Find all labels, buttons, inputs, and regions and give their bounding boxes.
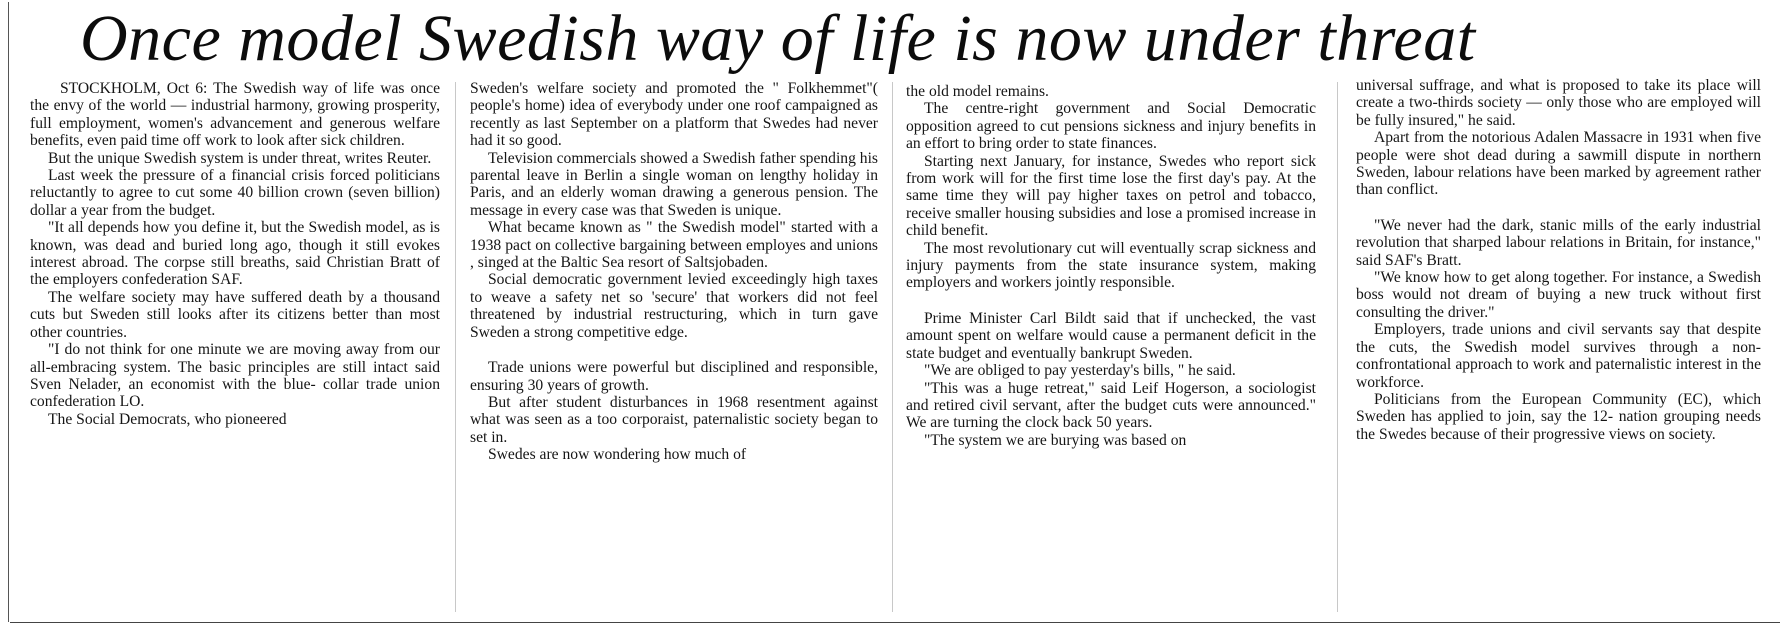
article-column-2 [470, 80, 878, 608]
article-paragraph: "We are obliged to pay yesterday's bills, " he said. [924, 362, 1236, 380]
column-divider [455, 82, 456, 612]
article-paragraph: Starting next January, for instance, Swedes who report sick from work will for the first time lose the first day's pay. At the same time they will pay higher taxes on petrol and tobacco, receive smaller housing subsidies and lose a promised increase in child benefit. [906, 152, 1316, 240]
column-divider [1337, 82, 1338, 612]
article-paragraph: the old model remains. [906, 83, 1049, 100]
article-paragraph: Television commercials showed a Swedish father spending his parental leave in Berlin a single woman on lengthy holiday in Paris, and an elderly woman drawing a generous pension. The message in every case was that Sweden is unique. [470, 149, 878, 219]
headline: Once model Swedish way of life is now under threat [80, 2, 1476, 75]
article-paragraph: "The system we are burying was based on [924, 431, 1187, 449]
article-paragraph: Sweden's welfare society and promoted the " Folkhemmet"( people's home) idea of everybody under one roof campaigned as recently as last September on a platform that Swedes had never had it so good. [470, 80, 878, 150]
article-paragraph: Swedes are now wondering how much of [488, 446, 747, 464]
article-paragraph: universal suffrage, and what is proposed to take its place will create a two-thirds society — only those who are employed will be fully insured," he said. [1356, 77, 1761, 129]
border-bottom [10, 622, 1780, 623]
border-left [8, 2, 9, 622]
article-paragraph: Employers, trade unions and civil servants say that despite the cuts, the Swedish model survives through a non-confrontational approach to work and paternalistic interest in the workforce. [1356, 321, 1761, 391]
article-paragraph: Prime Minister Carl Bildt said that if unchecked, the vast amount spent on welfare would cause a permanent deficit in the state budget and eventually bankrupt Sweden. [906, 309, 1316, 362]
article-paragraph: Politicians from the European Community (EC), which Sweden has applied to join, say the 12- nation grouping needs the Swedes because of their progressive views on society. [1356, 390, 1761, 443]
article-column-1 [30, 80, 440, 608]
article-paragraph: Social democratic government levied exceedingly high taxes to weave a safety net so 'secure' that workers did not feel threatened by industrial restructuring, which in turn gave Sweden a strong competitive edge. [470, 271, 878, 341]
article-paragraph: But after student disturbances in 1968 resentment against what was seen as a too corporaist, paternalistic society began to set in. [470, 393, 878, 446]
article-paragraph: "We never had the dark, stanic mills of the early industrial revolution that sharped labour relations in Britain, for instance," said SAF's Bratt. [1356, 216, 1761, 269]
column-divider [892, 82, 893, 612]
article-paragraph: The centre-right government and Social Democratic opposition agreed to cut pensions sickness and injury benefits in an effort to bring order to state finances. [906, 100, 1316, 153]
article-paragraph: The welfare society may have suffered death by a thousand cuts but Sweden still looks after its citizens better than most other countries. [30, 288, 440, 341]
article-paragraph: Apart from the notorious Adalen Massacre in 1931 when five people were shot dead during a sawmill dispute in northern Sweden, labour relations have been marked by agreement rather than conflict. [1356, 129, 1761, 199]
article-paragraph: The most revolutionary cut will eventually scrap sickness and injury payments from the state insurance system, making employers and workers jointly responsible. [906, 239, 1316, 292]
article-paragraph: "It all depends how you define it, but the Swedish model, as is known, was dead and buried long ago, though it still evokes interest abroad. The corpse still breaths, said Christian Bratt of the employers confederation SAF. [30, 219, 440, 289]
article-paragraph: "This was a huge retreat," said Leif Hogerson, a sociologist and retired civil servant, after the budget cuts were announced." We are turning the clock back 50 years. [906, 379, 1316, 432]
article-paragraph: STOCKHOLM, Oct 6: The Swedish way of life was once the envy of the world — industrial harmony, growing prosperity, full employment, women's advancement and generous welfare benefits, even paid time off work to look after sick children. [30, 80, 440, 150]
article-paragraph: But the unique Swedish system is under threat, writes Reuter. [48, 149, 432, 167]
article-paragraph: "I do not think for one minute we are moving away from our all-embracing system. The basic principles are still intact said Sven Nelader, an economist with the blue- collar trade union confederation LO. [30, 341, 440, 411]
article-paragraph: The Social Democrats, who pioneered [48, 410, 287, 428]
article-column-3 [906, 83, 1316, 611]
article-paragraph: What became known as " the Swedish model" started with a 1938 pact on collective bargaining between employes and unions , singed at the Baltic Sea resort of Saltsjobaden. [470, 219, 878, 272]
article-column-4 [1356, 77, 1761, 605]
article-paragraph: Trade unions were powerful but disciplined and responsible, ensuring 30 years of growth. [470, 359, 878, 394]
article-paragraph: "We know how to get along together. For instance, a Swedish boss would not dream of buying a new truck without first consulting the driver." [1356, 269, 1761, 321]
article-paragraph: Last week the pressure of a financial crisis forced politicians reluctantly to agree to cut some 40 billion crown (seven billion) dollar a year from the budget. [30, 167, 440, 219]
